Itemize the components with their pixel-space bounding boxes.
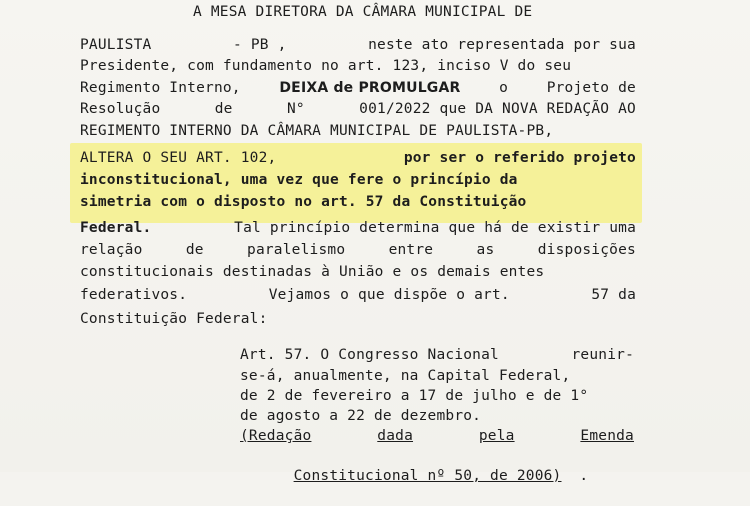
text: se-á, anualmente, na Capital Federal, <box>240 368 571 384</box>
quote-line-5 <box>240 426 634 446</box>
text: entre <box>388 242 434 258</box>
bold-text: simetria com o disposto no art. 57 da Constituição <box>80 194 527 210</box>
para-line-4 <box>80 78 636 98</box>
text: de 2 de fevereiro a 17 de julho e de 1° <box>240 388 589 404</box>
text: Art. 57. O Congresso Nacional <box>240 347 499 363</box>
para-line-6: REGIMENTO INTERNO DA CÂMARA MUNICIPAL DE PAULISTA-PB, <box>80 123 554 139</box>
text: de <box>214 101 233 117</box>
text: federativos. <box>80 287 188 303</box>
bold-text: Federal. <box>80 220 152 236</box>
text: Constitucional nº 50, de 2006) <box>293 468 562 484</box>
text: (Redação <box>240 428 312 444</box>
bold-text: DEIXA de PROMULGAR <box>279 80 461 96</box>
text: Regimento Interno, <box>80 80 241 96</box>
para-line-12 <box>80 262 636 282</box>
text: disposições <box>537 242 636 258</box>
text: ALTERA O SEU ART. 102, <box>80 150 277 166</box>
para-line-2 <box>80 35 636 55</box>
bold-text: por ser o referido projeto <box>403 150 636 166</box>
text: pela <box>478 428 515 444</box>
text: Vejamos o que dispõe o art. <box>268 287 510 303</box>
text: Presidente, com fundamento no art. 123, inciso V do seu <box>80 58 572 74</box>
text: dada <box>377 428 414 444</box>
text: PAULISTA <box>80 37 152 53</box>
quote-line-6 <box>240 446 588 506</box>
quote-line-1 <box>240 345 634 365</box>
quote-line-4: de agosto a 22 de dezembro. <box>240 408 482 424</box>
para-line-14: Constituição Federal: <box>80 311 268 327</box>
text: o <box>499 80 509 96</box>
text: Emenda <box>580 428 634 444</box>
text: Projeto de <box>546 80 636 96</box>
text: as <box>476 242 495 258</box>
text: 57 da <box>591 287 636 303</box>
text: relação <box>80 242 143 258</box>
para-line-8 <box>80 170 636 190</box>
para-line-1: A MESA DIRETORA DA CÂMARA MUNICIPAL DE <box>193 4 533 20</box>
quote-line-2 <box>240 366 634 386</box>
para-line-7 <box>80 148 636 168</box>
para-line-5 <box>80 99 636 119</box>
text: paralelismo <box>247 242 346 258</box>
para-line-13 <box>80 285 636 305</box>
text: neste ato representada por sua <box>368 37 636 53</box>
text: Resolução <box>80 101 161 117</box>
bold-text: inconstitucional, uma vez que fere o princípio da <box>80 172 518 188</box>
text: N° <box>286 101 305 117</box>
text: 001/2022 que DA NOVA REDAÇÃO AO <box>359 101 636 117</box>
para-line-10 <box>80 218 636 238</box>
para-line-3 <box>80 56 636 76</box>
text: de <box>185 242 204 258</box>
text: . <box>579 468 589 484</box>
text: - PB , <box>232 37 287 53</box>
text: constitucionais destinadas à União e os demais entes <box>80 264 545 280</box>
quote-line-3 <box>240 386 634 406</box>
para-line-9 <box>80 192 636 212</box>
para-line-11 <box>80 240 636 260</box>
text: reunir- <box>571 347 634 363</box>
text: Tal princípio determina que há de existir uma <box>234 220 636 236</box>
